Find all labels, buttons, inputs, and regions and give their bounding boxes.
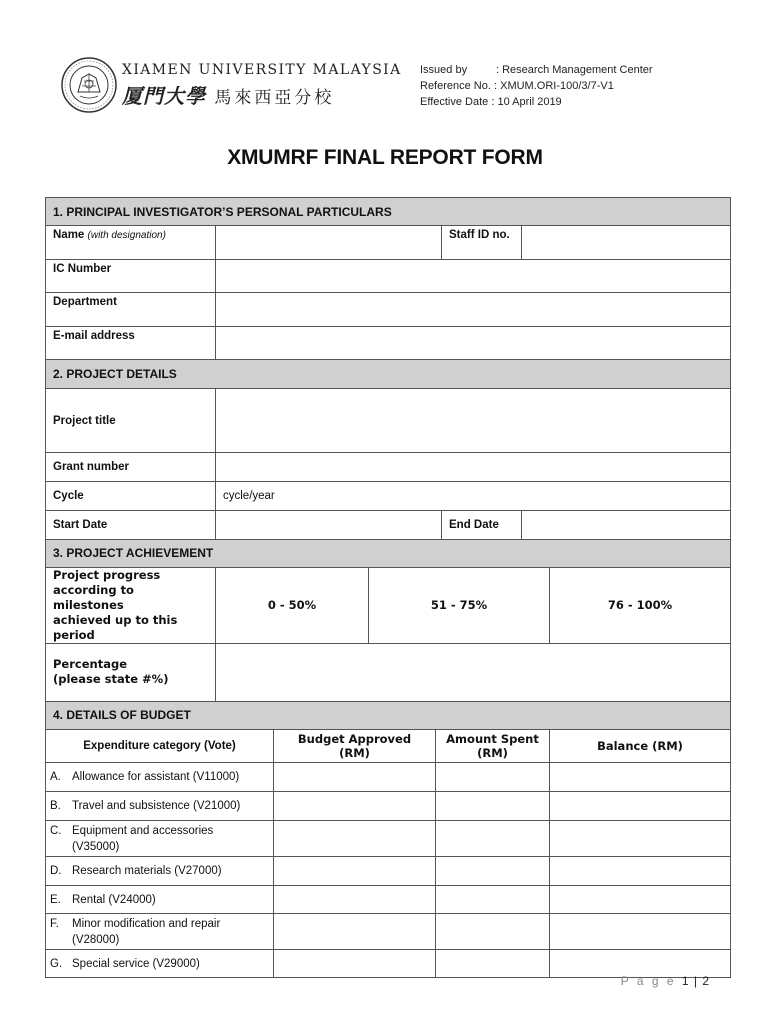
budget-item-label: Minor modification and repair [72, 917, 221, 930]
col-header-spent-line: Amount Spent [446, 732, 539, 746]
budget-row [46, 792, 731, 821]
staff-id-label: Staff ID no. [442, 226, 522, 260]
budget-item-letter: A. [50, 771, 61, 783]
budget-category [46, 857, 274, 886]
university-name-chinese-main: 厦門大學 [122, 83, 206, 108]
reference-label: Reference No. [420, 80, 491, 92]
university-logo [60, 56, 402, 114]
effective-date-label: Effective Date [420, 96, 489, 108]
name-field[interactable] [216, 226, 442, 260]
percentage-field[interactable] [216, 643, 731, 701]
project-progress-label [46, 567, 216, 643]
document-header [0, 0, 770, 130]
effective-date-value: : 10 April 2019 [491, 96, 562, 108]
project-progress-label-line: achieved up to this period [53, 612, 178, 642]
department-label: Department [46, 293, 216, 327]
project-title-label: Project title [46, 389, 216, 453]
cycle-label: Cycle [46, 482, 216, 511]
budget-category [46, 914, 274, 950]
budget-item-label-cont: (V28000) [72, 933, 120, 946]
col-header-spent [436, 730, 550, 763]
grant-number-field[interactable] [216, 453, 731, 482]
progress-option-76-100[interactable]: 76 - 100% [550, 567, 731, 643]
end-date-label: End Date [442, 511, 522, 540]
form-title: XMUMRF FINAL REPORT FORM [227, 146, 543, 169]
budget-item-label: Rental (V24000) [72, 893, 156, 906]
section-4-heading: 4. DETAILS OF BUDGET [46, 702, 731, 730]
budget-balance-cell[interactable] [550, 821, 731, 857]
staff-id-field[interactable] [522, 226, 731, 260]
budget-balance-cell[interactable] [550, 886, 731, 914]
name-label [46, 226, 216, 260]
email-field[interactable] [216, 327, 731, 360]
budget-item-letter: B. [50, 800, 61, 812]
budget-category [46, 950, 274, 978]
section-2-heading: 2. PROJECT DETAILS [46, 360, 731, 389]
budget-category [46, 886, 274, 914]
project-progress-label-line: Project progress [53, 567, 161, 582]
cycle-field[interactable]: cycle/year [216, 482, 731, 511]
budget-row [46, 914, 731, 950]
percentage-label-line: (please state #%) [53, 672, 169, 686]
percentage-label [46, 643, 216, 701]
ic-number-label: IC Number [46, 260, 216, 293]
page-word: P a g e [620, 974, 677, 988]
col-header-category: Expenditure category (Vote) [46, 730, 274, 763]
budget-spent-cell[interactable] [436, 821, 550, 857]
budget-spent-cell[interactable] [436, 914, 550, 950]
budget-row [46, 821, 731, 857]
project-progress-label-line: according to milestones [53, 582, 134, 612]
budget-approved-cell[interactable] [274, 857, 436, 886]
start-date-field[interactable] [216, 511, 442, 540]
page-num: 1 | 2 [681, 974, 710, 988]
issued-by-label: Issued by [420, 64, 468, 76]
budget-item-label: Research materials (V27000) [72, 865, 222, 877]
budget-approved-cell[interactable] [274, 914, 436, 950]
start-date-label: Start Date [46, 511, 216, 540]
budget-row [46, 763, 731, 792]
budget-item-letter: C. [50, 824, 62, 837]
budget-item-label: Equipment and accessories [72, 824, 214, 837]
budget-table [45, 702, 731, 979]
budget-spent-cell[interactable] [436, 763, 550, 792]
budget-balance-cell[interactable] [550, 857, 731, 886]
percentage-label-line: Percentage [53, 657, 127, 671]
budget-category [46, 792, 274, 821]
university-seal-icon [60, 56, 118, 114]
particulars-table [45, 197, 731, 540]
achievement-table [45, 540, 731, 702]
section-1-heading: 1. PRINCIPAL INVESTIGATOR’S PERSONAL PARTICULARS [46, 198, 731, 226]
report-form [45, 197, 730, 978]
col-header-balance: Balance (RM) [550, 730, 731, 763]
budget-item-letter: D. [50, 865, 62, 877]
progress-option-0-50[interactable]: 0 - 50% [216, 567, 369, 643]
budget-item-letter: E. [50, 893, 61, 906]
budget-category [46, 821, 274, 857]
budget-row [46, 886, 731, 914]
budget-balance-cell[interactable] [550, 914, 731, 950]
col-header-approved: Budget Approved (RM) [274, 730, 436, 763]
ic-number-field[interactable] [216, 260, 731, 293]
budget-approved-cell[interactable] [274, 763, 436, 792]
budget-item-label: Allowance for assistant (V11000) [72, 771, 240, 783]
end-date-field[interactable] [522, 511, 731, 540]
col-header-spent-line: (RM) [477, 746, 508, 760]
budget-row [46, 857, 731, 886]
budget-spent-cell[interactable] [436, 857, 550, 886]
budget-spent-cell[interactable] [436, 886, 550, 914]
budget-spent-cell[interactable] [436, 792, 550, 821]
university-name-english: XIAMEN UNIVERSITY MALAYSIA [122, 61, 402, 78]
university-name-chinese [122, 80, 402, 109]
budget-balance-cell[interactable] [550, 792, 731, 821]
budget-item-letter: G. [50, 957, 63, 970]
budget-approved-cell[interactable] [274, 792, 436, 821]
budget-approved-cell[interactable] [274, 950, 436, 978]
budget-item-letter: F. [50, 917, 59, 930]
budget-approved-cell[interactable] [274, 821, 436, 857]
grant-number-label: Grant number [46, 453, 216, 482]
budget-approved-cell[interactable] [274, 886, 436, 914]
reference-value: : XMUM.ORI-100/3/7-V1 [494, 80, 614, 92]
budget-spent-cell[interactable] [436, 950, 550, 978]
budget-category [46, 763, 274, 792]
budget-item-label: Travel and subsistence (V21000) [72, 800, 241, 812]
budget-balance-cell[interactable] [550, 763, 731, 792]
issued-by-value: : Research Management Center [496, 64, 653, 76]
project-title-field[interactable] [216, 389, 731, 453]
budget-item-label-cont: (V35000) [72, 840, 120, 853]
page-number [600, 974, 710, 988]
name-hint: (with designation) [87, 230, 166, 241]
name-label-text: Name [53, 229, 85, 241]
section-3-heading: 3. PROJECT ACHIEVEMENT [46, 540, 731, 567]
budget-item-label: Special service (V29000) [72, 957, 200, 970]
university-name-chinese-sub: 馬來西亞分校 [214, 87, 335, 108]
email-label: E-mail address [46, 327, 216, 360]
progress-option-51-75[interactable]: 51 - 75% [369, 567, 550, 643]
department-field[interactable] [216, 293, 731, 327]
document-control-info [420, 62, 653, 110]
